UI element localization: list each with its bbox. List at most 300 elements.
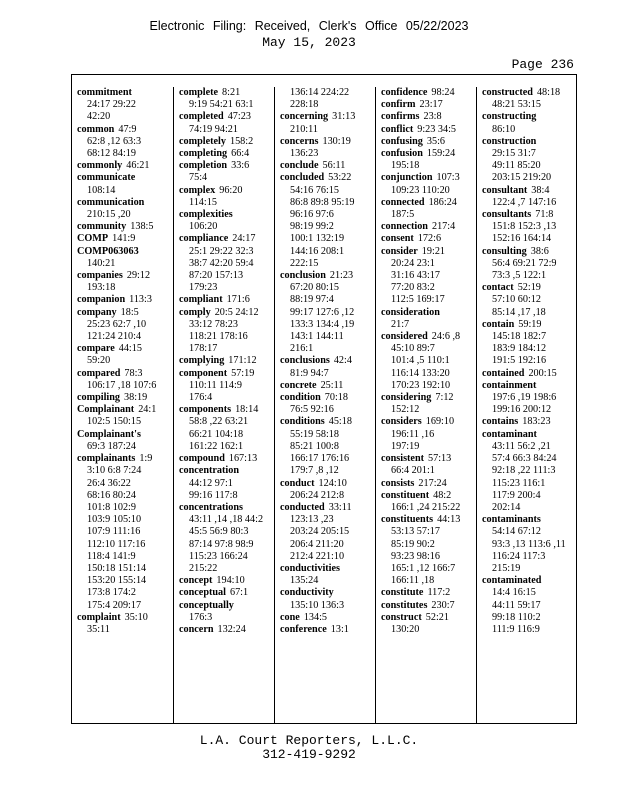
page-line-refs: 150:18 151:14 (87, 562, 147, 574)
index-term: complying (179, 355, 225, 367)
index-entry (482, 380, 578, 417)
index-entry (381, 148, 477, 172)
page-line-refs: 153:20 155:14 (87, 575, 147, 587)
page-line-refs: 197:19 (391, 440, 420, 452)
index-term: conduct (280, 477, 315, 489)
index-entry (280, 270, 376, 355)
page-line-refs: 183:9 184:12 (492, 343, 547, 355)
page-line-refs: 93:3 ,13 113:6 ,11 (492, 538, 566, 550)
page-line-refs: 171:6 (226, 294, 250, 306)
index-term: common (77, 123, 115, 135)
index-entry (179, 160, 275, 184)
index-entry (280, 172, 376, 270)
page-line-refs: 24:17 (232, 233, 256, 245)
page-line-refs: 130:19 (322, 135, 351, 147)
page-line-refs: 9:19 54:21 63:1 (189, 99, 254, 111)
index-entry (77, 124, 173, 161)
page-line-refs: 141:9 (112, 233, 136, 245)
page-line-refs: 212:4 221:10 (290, 550, 345, 562)
page-line-refs: 58:8 ,22 63:21 (189, 416, 249, 428)
page-line-refs: 13:1 (330, 623, 349, 635)
page-line-refs: 143:1 144:11 (290, 331, 344, 343)
page-line-refs: 44:15 (118, 343, 142, 355)
index-entry (77, 233, 173, 245)
page-line-refs: 56:11 (322, 160, 346, 172)
index-term: COMP063063 (77, 245, 139, 257)
index-term: companion (77, 294, 126, 306)
index-term: community (77, 221, 127, 233)
index-term: complexities (179, 209, 233, 221)
index-entry (77, 270, 173, 294)
index-entry (77, 197, 173, 221)
page-line-refs: 29:12 (126, 270, 151, 282)
index-entry (381, 111, 477, 123)
index-term: compliant (179, 294, 223, 306)
page-line-refs: 206:24 212:8 (290, 489, 345, 501)
page-line-refs: 66:21 104:18 (189, 428, 244, 440)
index-entry (77, 392, 173, 404)
page-line-refs: 135:24 (290, 575, 319, 587)
page-line-refs: 112:10 117:16 (87, 538, 146, 550)
page-line-refs: 66:4 201:1 (391, 465, 435, 477)
index-entry (77, 221, 173, 233)
index-term: confidence (381, 87, 428, 98)
page-line-refs: 132:24 (217, 623, 246, 635)
index-term: connected (381, 196, 425, 208)
page-line-refs: 98:19 99:2 (290, 221, 334, 233)
index-entry (381, 600, 477, 612)
index-entry (381, 99, 477, 111)
index-entry (381, 307, 477, 331)
page-line-refs: 123:13 ,23 (290, 514, 334, 526)
page-line-refs: 18:14 (235, 404, 259, 416)
index-term: COMP (77, 233, 109, 245)
page-line-refs: 175:4 209:17 (87, 599, 142, 611)
page-line-refs: 202:14 (492, 501, 521, 513)
page-line-refs: 24:6 ,8 (431, 331, 461, 343)
page-line-refs: 87:14 97:8 98:9 (189, 538, 254, 550)
index-term: constructing (482, 111, 537, 123)
page-line-refs: 165:1 ,12 166:7 (391, 562, 456, 574)
page-line-refs: 70:18 (324, 392, 348, 404)
index-entry (381, 136, 477, 148)
page-line-refs: 217:24 (418, 477, 447, 489)
index-term: commonly (77, 160, 123, 172)
index-entry (482, 282, 578, 319)
page-line-refs: 54:14 67:12 (492, 526, 541, 538)
index-term: conclusion (280, 270, 326, 282)
page-line-refs: 47:23 (227, 111, 251, 123)
index-term: Complainant's (77, 428, 141, 440)
page-line-refs: 109:23 110:20 (391, 184, 450, 196)
index-entry (179, 136, 275, 148)
index-entry (77, 368, 173, 392)
page-line-refs: 136:23 (290, 148, 319, 160)
index-term: concentrations (179, 501, 243, 513)
page-line-refs: 69:3 187:24 (87, 440, 136, 452)
index-entry (179, 587, 275, 599)
index-entry (280, 111, 376, 135)
index-entry (179, 502, 275, 575)
page-line-refs: 57:13 (428, 453, 452, 465)
page-line-refs: 158:2 (229, 135, 254, 147)
index-term: conditions (280, 416, 325, 428)
index-term: conducted (280, 501, 325, 513)
filing-stamp: Electronic Filing: Received, Clerk's Office 05/22/2023 (149, 19, 469, 33)
page-line-refs: 38:6 (530, 245, 549, 257)
page-line-refs: 112:5 169:17 (391, 294, 445, 306)
index-entry (179, 404, 275, 453)
page-line-refs: 53:13 57:17 (391, 526, 440, 538)
page-line-refs: 73:3 ,5 122:1 (492, 270, 547, 282)
page-line-refs: 121:24 210:4 (87, 331, 142, 343)
index-entry (280, 87, 376, 111)
page-line-refs: 195:18 (391, 160, 420, 172)
page-line-refs: 19:21 (421, 245, 446, 257)
page-line-refs: 42:4 (333, 355, 352, 367)
index-term: companies (77, 270, 123, 282)
page-line-refs: 98:24 (431, 87, 455, 98)
page-line-refs: 33:11 (328, 501, 352, 513)
page-line-refs: 152:12 (391, 404, 420, 416)
index-term: contaminated (482, 575, 542, 587)
page-line-refs: 35:11 (87, 623, 110, 635)
page-line-refs: 62:8 ,12 63:3 (87, 135, 142, 147)
index-entry (179, 233, 275, 294)
index-entry (381, 612, 477, 636)
page-line-refs: 171:12 (228, 355, 257, 367)
index-entry (482, 416, 578, 428)
index-entry (280, 624, 376, 636)
page-line-refs: 45:18 (328, 416, 352, 428)
index-term: contain (482, 318, 515, 330)
page-line-refs: 76:5 92:16 (290, 404, 334, 416)
index-entry (77, 246, 173, 270)
page-line-refs: 87:20 157:13 (189, 270, 244, 282)
page-line-refs: 210:11 (290, 123, 318, 135)
page-line-refs: 26:4 36:22 (87, 477, 131, 489)
index-term: comply (179, 306, 211, 318)
page-line-refs: 136:14 224:22 (290, 87, 350, 98)
index-term: conflict (381, 123, 414, 135)
page-line-refs: 167:13 (228, 453, 258, 465)
page-line-refs: 144:16 208:1 (290, 245, 345, 257)
index-entry (77, 343, 173, 367)
index-term: considers (381, 416, 422, 428)
page-line-refs: 118:4 141:9 (87, 550, 136, 562)
page-line-refs: 113:3 (129, 294, 152, 306)
page-line-refs: 166:11 ,18 (391, 575, 435, 587)
page-line-refs: 116:14 133:20 (391, 367, 450, 379)
page-line-refs: 24:1 (138, 404, 157, 416)
index-term: concluded (280, 172, 325, 184)
page-line-refs: 187:5 (391, 209, 415, 221)
index-term: contained (482, 367, 525, 379)
page-line-refs: 130:20 (391, 623, 420, 635)
index-term: construction (482, 135, 537, 147)
page-line-refs: 96:16 97:6 (290, 209, 334, 221)
index-term: consent (381, 233, 414, 245)
index-entry (482, 429, 578, 514)
index-term: completed (179, 111, 224, 123)
page-line-refs: 86:8 89:8 95:19 (290, 196, 355, 208)
page-line-refs: 203:15 219:20 (492, 172, 552, 184)
page-line-refs: 23:17 (419, 99, 443, 111)
page-line-refs: 199:16 200:12 (492, 404, 552, 416)
page-line-refs: 179:23 (189, 282, 218, 294)
index-entry (381, 197, 477, 221)
index-entry (381, 233, 477, 245)
page-line-refs: 101:4 ,5 110:1 (391, 355, 450, 367)
page-line-refs: 88:19 97:4 (290, 294, 334, 306)
index-entry (280, 612, 376, 624)
index-entry (482, 514, 578, 575)
page-line-refs: 14:4 16:15 (492, 587, 536, 599)
page-line-refs: 75:4 (189, 172, 208, 184)
word-index-box (71, 74, 577, 724)
page-line-refs: 96:20 (219, 184, 243, 196)
index-term: consistent (381, 453, 425, 465)
page-line-refs: 92:18 ,22 111:3 (492, 465, 556, 477)
index-entry (77, 160, 173, 172)
index-term: connection (381, 221, 428, 233)
index-term: containment (482, 379, 537, 391)
page-line-refs: 176:4 (189, 392, 213, 404)
page-line-refs: 59:20 (87, 355, 111, 367)
page-line-refs: 173:8 174:2 (87, 587, 136, 599)
index-term: confusing (381, 135, 423, 147)
page-line-refs: 33:6 (231, 160, 250, 172)
index-entry (381, 246, 477, 307)
page-line-refs: 1:9 (139, 453, 153, 465)
index-term: communication (77, 196, 145, 208)
page-line-refs: 57:10 60:12 (492, 294, 541, 306)
page-line-refs: 45:5 56:9 80:3 (189, 526, 249, 538)
index-entry (381, 453, 477, 477)
page-line-refs: 66:4 (231, 148, 250, 160)
index-term: constitute (381, 587, 424, 599)
index-term: concentration (179, 465, 239, 477)
page-line-refs: 20:24 23:1 (391, 257, 435, 269)
page-line-refs: 49:11 85:20 (492, 160, 541, 172)
page-line-refs: 101:8 102:9 (87, 501, 136, 513)
page-line-refs: 31:16 43:17 (391, 270, 440, 282)
index-entry (77, 87, 173, 124)
page-line-refs: 8:21 (222, 87, 241, 98)
page-line-refs: 159:24 (426, 148, 456, 160)
page-line-refs: 122:4 ,7 147:16 (492, 196, 557, 208)
page-line-refs: 100:1 132:19 (290, 233, 345, 245)
page-line-refs: 43:11 56:2 ,21 (492, 440, 551, 452)
page-line-refs: 106:17 ,18 107:6 (87, 379, 157, 391)
page-line-refs: 107:9 111:16 (87, 526, 141, 538)
page-line-refs: 29:15 31:7 (492, 148, 536, 160)
page-line-refs: 38:19 (124, 392, 148, 404)
page-line-refs: 161:22 162:1 (189, 440, 244, 452)
page-line-refs: 57:4 66:3 84:24 (492, 453, 557, 465)
page-line-refs: 52:21 (425, 611, 449, 623)
index-term: consider (381, 245, 418, 257)
index-entry (77, 429, 173, 453)
index-term: compared (77, 367, 121, 379)
page-line-refs: 99:16 117:8 (189, 489, 238, 501)
index-term: component (179, 367, 228, 379)
index-entry (381, 172, 477, 196)
page-line-refs: 138:5 (130, 221, 154, 233)
index-entry (179, 575, 275, 587)
page-line-refs: 46:21 (126, 160, 150, 172)
page-line-refs: 124:10 (318, 477, 347, 489)
index-entry (482, 368, 578, 380)
page-line-refs: 18:5 (120, 306, 139, 318)
page-line-refs: 35:6 (426, 135, 446, 147)
page-line-refs: 151:8 152:3 ,13 (492, 221, 557, 233)
page-line-refs: 196:11 ,16 (391, 428, 435, 440)
page-line-refs: 57:19 (231, 367, 255, 379)
page-line-refs: 179:7 ,8 ,12 (290, 465, 339, 477)
page-line-refs: 3:10 6:8 7:24 (87, 465, 142, 477)
index-entry (280, 160, 376, 172)
page-line-refs: 33:12 78:23 (189, 318, 238, 330)
page-line-refs: 21:23 (329, 270, 354, 282)
page-line-refs: 67:1 (229, 587, 249, 599)
page-line-refs: 85:14 ,17 ,18 (492, 306, 546, 318)
page-line-refs: 166:17 176:16 (290, 453, 350, 465)
index-term: construct (381, 611, 422, 623)
page-line-refs: 85:21 100:8 (290, 440, 339, 452)
page-line-refs: 215:22 (189, 562, 218, 574)
index-entry (77, 172, 173, 196)
index-term: confirms (381, 111, 420, 123)
page-line-refs: 85:19 90:2 (391, 538, 435, 550)
page-line-refs: 222:15 (290, 257, 319, 269)
page-line-refs: 206:4 211:20 (290, 538, 344, 550)
index-term: completing (179, 148, 228, 160)
reporter-phone: 312-419-9292 (262, 747, 356, 762)
page-line-refs: 71:8 (535, 209, 554, 221)
page-line-refs: 178:17 (189, 343, 218, 355)
page-line-refs: 183:23 (522, 416, 551, 428)
index-term: concrete (280, 379, 317, 391)
page-number: Page 236 (511, 57, 574, 72)
index-entry (77, 612, 173, 636)
page-line-refs: 93:23 98:16 (391, 550, 440, 562)
index-entry (381, 331, 477, 392)
index-entry (179, 368, 275, 405)
page-line-refs: 186:24 (428, 196, 457, 208)
index-entry (77, 294, 173, 306)
index-term: completion (179, 160, 228, 172)
index-entry (381, 124, 477, 136)
index-term: components (179, 404, 232, 416)
index-entry (179, 209, 275, 233)
index-term: consists (381, 477, 415, 489)
index-entry (179, 465, 275, 502)
page-line-refs: 24:17 29:22 (87, 99, 136, 111)
index-entry (280, 502, 376, 563)
index-column-5 (476, 87, 578, 723)
page-line-refs: 103:9 105:10 (87, 514, 142, 526)
page-line-refs: 9:23 34:5 (417, 123, 457, 135)
index-term: conceptually (179, 599, 234, 611)
index-term: complaint (77, 611, 121, 623)
page-line-refs: 45:10 89:7 (391, 343, 435, 355)
index-term: condition (280, 392, 321, 404)
page-line-refs: 115:23 116:1 (492, 477, 546, 489)
index-term: compare (77, 343, 115, 355)
index-entry (280, 563, 376, 587)
page-line-refs: 78:3 (124, 367, 143, 379)
index-term: conference (280, 623, 327, 635)
page-line-refs: 228:18 (290, 99, 319, 111)
page-line-refs: 230:7 (431, 599, 455, 611)
page-line-refs: 99:18 110:2 (492, 611, 541, 623)
index-entry (280, 392, 376, 416)
page-line-refs: 55:19 58:18 (290, 428, 339, 440)
index-entry (381, 514, 477, 587)
page-line-refs: 176:3 (189, 611, 213, 623)
page-line-refs: 48:21 53:15 (492, 99, 541, 111)
index-term: concern (179, 623, 214, 635)
page-line-refs: 170:23 192:10 (391, 379, 451, 391)
page-line-refs: 67:20 80:15 (290, 282, 339, 294)
index-entry (179, 185, 275, 209)
index-entry (179, 453, 275, 465)
page-line-refs: 216:1 (290, 343, 314, 355)
index-entry (179, 111, 275, 135)
page-line-refs: 116:24 117:3 (492, 550, 546, 562)
index-entry (77, 307, 173, 344)
index-term: conjunction (381, 172, 433, 184)
index-column-2 (173, 87, 275, 723)
page-line-refs: 102:5 150:15 (87, 416, 142, 428)
page-line-refs: 117:2 (427, 587, 451, 599)
index-term: complainants (77, 453, 136, 465)
page-line-refs: 108:14 (87, 184, 116, 196)
page-line-refs: 210:15 ,20 (87, 209, 131, 221)
index-entry (381, 490, 477, 514)
page-line-refs: 166:1 ,24 215:22 (391, 501, 461, 513)
index-term: confirm (381, 99, 416, 111)
index-entry (381, 87, 477, 99)
index-entry (482, 246, 578, 283)
reporter-company: L.A. Court Reporters, L.L.C. (199, 733, 419, 748)
page-line-refs: 44:11 59:17 (492, 599, 541, 611)
page-line-refs: 44:13 (437, 514, 461, 526)
page-line-refs: 81:9 94:7 (290, 367, 329, 379)
page-line-refs: 107:3 (436, 172, 460, 184)
index-entry (482, 209, 578, 246)
index-entry (482, 111, 578, 135)
page-line-refs: 21:7 (391, 318, 410, 330)
index-term: Complainant (77, 404, 135, 416)
index-entry (381, 221, 477, 233)
page-line-refs: 74:19 94:21 (189, 123, 238, 135)
page-line-refs: 118:21 178:16 (189, 331, 248, 343)
index-term: consultants (482, 209, 532, 221)
index-entry (179, 355, 275, 367)
index-column-3 (274, 87, 376, 723)
page-line-refs: 35:10 (124, 611, 148, 623)
page-line-refs: 152:16 164:14 (492, 233, 552, 245)
page-line-refs: 99:17 127:6 ,12 (290, 306, 355, 318)
index-term: complex (179, 184, 216, 196)
index-entry (179, 294, 275, 306)
page-line-refs: 172:6 (417, 233, 442, 245)
page-line-refs: 134:5 (303, 611, 328, 623)
index-term: contaminants (482, 514, 541, 526)
index-entry (77, 453, 173, 612)
